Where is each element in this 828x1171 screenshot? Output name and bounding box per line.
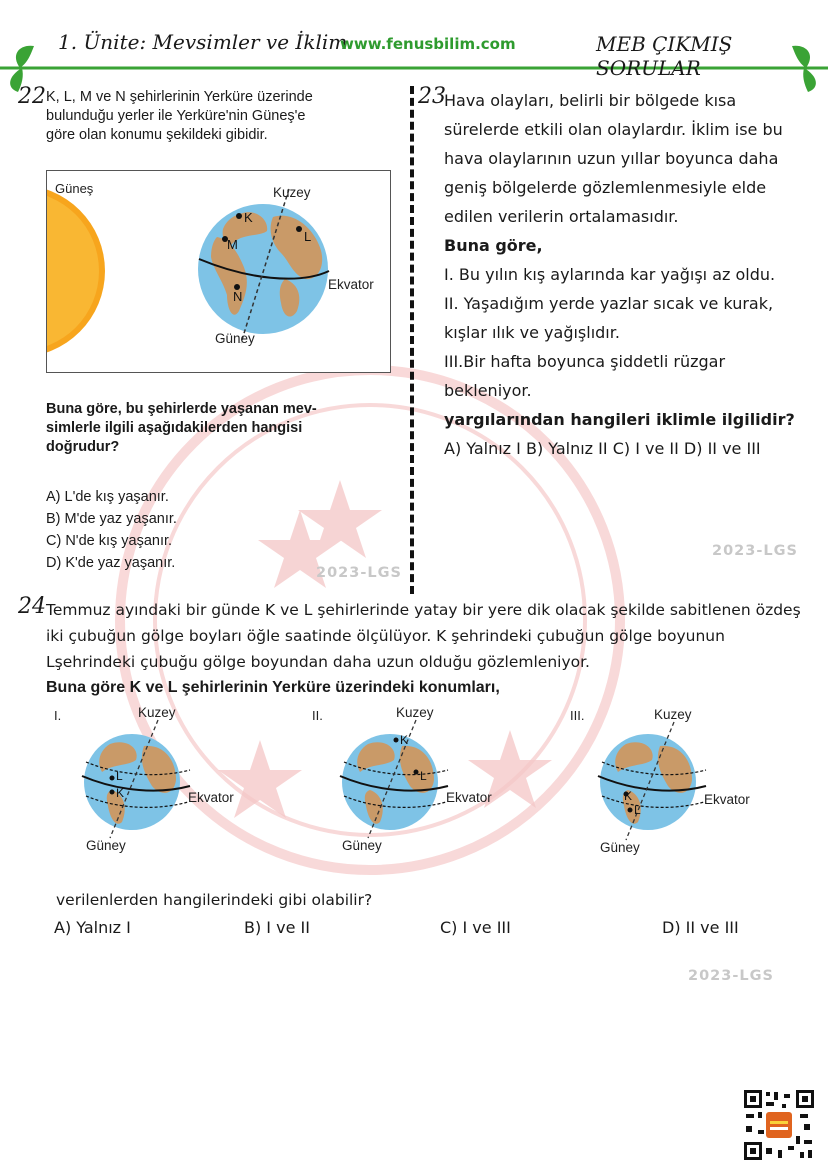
equator-label: Ekvator (328, 277, 374, 292)
q23-options[interactable]: A) Yalnız I B) Yalnız II C) I ve II D) II ve III (444, 439, 761, 458)
q22-globe-diagram (47, 171, 390, 372)
q23-statement: bekleniyor. (444, 381, 532, 400)
q24-option-d[interactable]: D) II ve III (662, 918, 739, 937)
unit-title: 1. Ünite: Mevsimler ve İklim (58, 30, 348, 54)
equator-label: Ekvator (704, 792, 750, 807)
qr-code-icon[interactable] (742, 1088, 816, 1162)
q22-option-d[interactable]: D) K'de yaz yaşanır. (46, 555, 176, 571)
column-divider (410, 86, 414, 594)
north-label: Kuzey (654, 707, 692, 722)
q24-option-b[interactable]: B) I ve II (244, 918, 310, 937)
point-n-label: N (233, 289, 243, 304)
q24-figure-1 (54, 705, 234, 853)
north-label: Kuzey (138, 705, 176, 720)
q23-source: 2023-LGS (712, 543, 798, 559)
south-label: Güney (86, 838, 126, 853)
q23-statement: I. Bu yılın kış aylarında kar yağışı az oldu. (444, 265, 776, 284)
q22-number: 22 (18, 84, 46, 109)
q22-stem-line: göre olan konumu şekildeki gibidir. (46, 127, 268, 143)
point-l-label: L (420, 769, 427, 783)
q23-statement: III.Bir hafta boyunca şiddetli rüzgar (444, 352, 726, 371)
figure-roman: III. (570, 708, 585, 723)
q22-stem-line: bulunduğu yerler ile Yerküre'nin Güneş'e (46, 108, 306, 124)
q22-figure (46, 170, 391, 373)
q22-question-line: simlerle ilgili aşağıdakilerden hangisi (46, 420, 303, 436)
q23-stem-line: edilen verilerin ortalamasıdır. (444, 207, 679, 226)
q22-question (46, 400, 396, 457)
south-label: Güney (600, 840, 640, 855)
q24-source: 2023-LGS (688, 968, 774, 984)
q23-stem-line: Hava olayları, belirli bir bölgede kısa (444, 91, 737, 110)
q22-stem (46, 88, 396, 145)
point-l-label: L (116, 769, 123, 783)
q23-question: yargılarından hangileri iklimle ilgilidir? (444, 410, 795, 429)
q22-stem-line: K, L, M ve N şehirlerinin Yerküre üzerinde (46, 89, 313, 105)
q23-statement: kışlar ılık ve yağışlıdır. (444, 323, 620, 342)
q24-globe-figures (40, 700, 780, 870)
q22-option-a[interactable]: A) L'de kış yaşanır. (46, 489, 169, 505)
q22-options (46, 486, 177, 574)
north-label: Kuzey (396, 705, 434, 720)
point-k-label: K (244, 210, 253, 225)
q24-stem-line: Temmuz ayındaki bir günde K ve L şehirlerinde yatay bir yere dik olacak şekilde sabitlenen özdeş (46, 601, 801, 619)
q22-question-line: doğrudur? (46, 439, 120, 455)
q24-stem-line: iki çubuğun gölge boyları öğle saatinde ölçülüyor. K şehrindeki çubuğun gölge boyunun (46, 627, 725, 645)
south-label: Güney (342, 838, 382, 853)
sun-label: Güneş (55, 181, 94, 196)
q23-stem-line: sürelerde etkili olan olaylardır. İklim ise bu (444, 120, 783, 139)
series-title: MEB ÇIKMIŞ SORULAR (596, 32, 733, 80)
north-label: Kuzey (273, 185, 311, 200)
q24-stem-line: Lşehrindeki çubuğu gölge boyundan daha uzun olduğu gözlemleniyor. (46, 653, 590, 671)
point-l-label: L (304, 229, 312, 244)
q24-option-a[interactable]: A) Yalnız I (54, 918, 131, 937)
website-label: www.fenusbilim.com (340, 35, 516, 53)
q24-figure-2 (312, 705, 492, 853)
q23-number: 23 (418, 84, 446, 109)
point-l-label: L (634, 803, 641, 817)
q23-statement: II. Yaşadığım yerde yazlar sıcak ve kurak, (444, 294, 774, 313)
equator-label: Ekvator (446, 790, 492, 805)
q23-stem-line: geniş bölgelerde gözlemlenmesiyle elde (444, 178, 767, 197)
q24-option-c[interactable]: C) I ve III (440, 918, 511, 937)
south-label: Güney (215, 331, 255, 346)
equator-label: Ekvator (188, 790, 234, 805)
q22-question-line: Buna göre, bu şehirlerde yaşanan mev- (46, 401, 317, 417)
point-m-label: M (227, 237, 238, 252)
q24-lead: Buna göre K ve L şehirlerinin Yerküre üzerindeki konumları, (46, 679, 500, 696)
point-k-label: K (116, 786, 125, 800)
q22-source: 2023-LGS (316, 565, 402, 581)
q22-option-c[interactable]: C) N'de kış yaşanır. (46, 533, 173, 549)
q23-stem-line: hava olaylarının uzun yıllar boyunca daha (444, 149, 779, 168)
q24-figure-3 (570, 707, 750, 855)
figure-roman: II. (312, 708, 323, 723)
q23-body (444, 86, 814, 463)
q24-number: 24 (18, 594, 46, 619)
q24-question: verilenlerden hangilerindeki gibi olabilir? (56, 891, 373, 909)
q22-option-b[interactable]: B) M'de yaz yaşanır. (46, 511, 177, 527)
point-k-label: K (400, 733, 409, 747)
q23-lead: Buna göre, (444, 236, 543, 255)
figure-roman: I. (54, 708, 62, 723)
q24-stem (46, 597, 816, 701)
point-k-label: K (624, 789, 633, 803)
